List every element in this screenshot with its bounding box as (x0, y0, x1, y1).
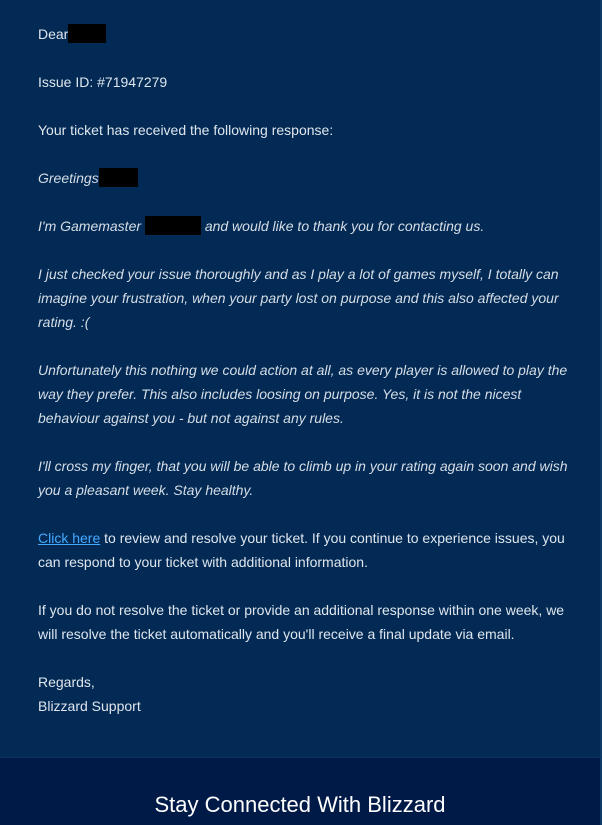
redacted-name (99, 168, 138, 187)
gamemaster-line (38, 214, 568, 238)
intro-text: Your ticket has received the following response: (38, 122, 334, 138)
gamemaster-prefix: I'm Gamemaster (38, 218, 142, 234)
redacted-name (68, 24, 106, 43)
email-content (38, 22, 568, 718)
review-text: to review and resolve your ticket. If you continue to experience issues, you can respond to your ticket with additional information. (38, 530, 565, 570)
review-paragraph (38, 526, 568, 574)
response-paragraph-2: Unfortunately this nothing we could action at all, as every player is allowed to play the way they prefer. This also includes loosing on purpose. Yes, it is not the nicest behaviour against you - but not against any rules. (38, 362, 568, 426)
redacted-gamemaster-name (145, 216, 201, 235)
response-greeting-text: Greetings (38, 170, 99, 186)
footer (0, 757, 602, 825)
sender-name: Blizzard Support (38, 698, 141, 714)
signoff (38, 670, 568, 718)
response-paragraph-1: I just checked your issue thoroughly and as I play a lot of games myself, I totally can imagine your frustration, when your party lost on purpose and this also affected your rating. :( (38, 266, 559, 330)
greeting-line (38, 22, 568, 46)
footer-title: Stay Connected With Blizzard (154, 792, 446, 817)
response-paragraph-3: I'll cross my finger, that you will be able to climb up in your rating again soon and wish you a pleasant week. Stay healthy. (38, 458, 568, 498)
greeting-text: Dear (38, 26, 69, 42)
gamemaster-suffix: and would like to thank you for contacting us. (204, 218, 485, 234)
regards-text: Regards, (38, 674, 95, 690)
response-greeting (38, 166, 568, 190)
auto-resolve-paragraph: If you do not resolve the ticket or provide an additional response within one week, we will resolve the ticket automatically and you'll receive a final update via email. (38, 602, 565, 642)
click-here-link[interactable]: Click here (38, 530, 101, 546)
issue-id: Issue ID: #71947279 (38, 74, 168, 90)
